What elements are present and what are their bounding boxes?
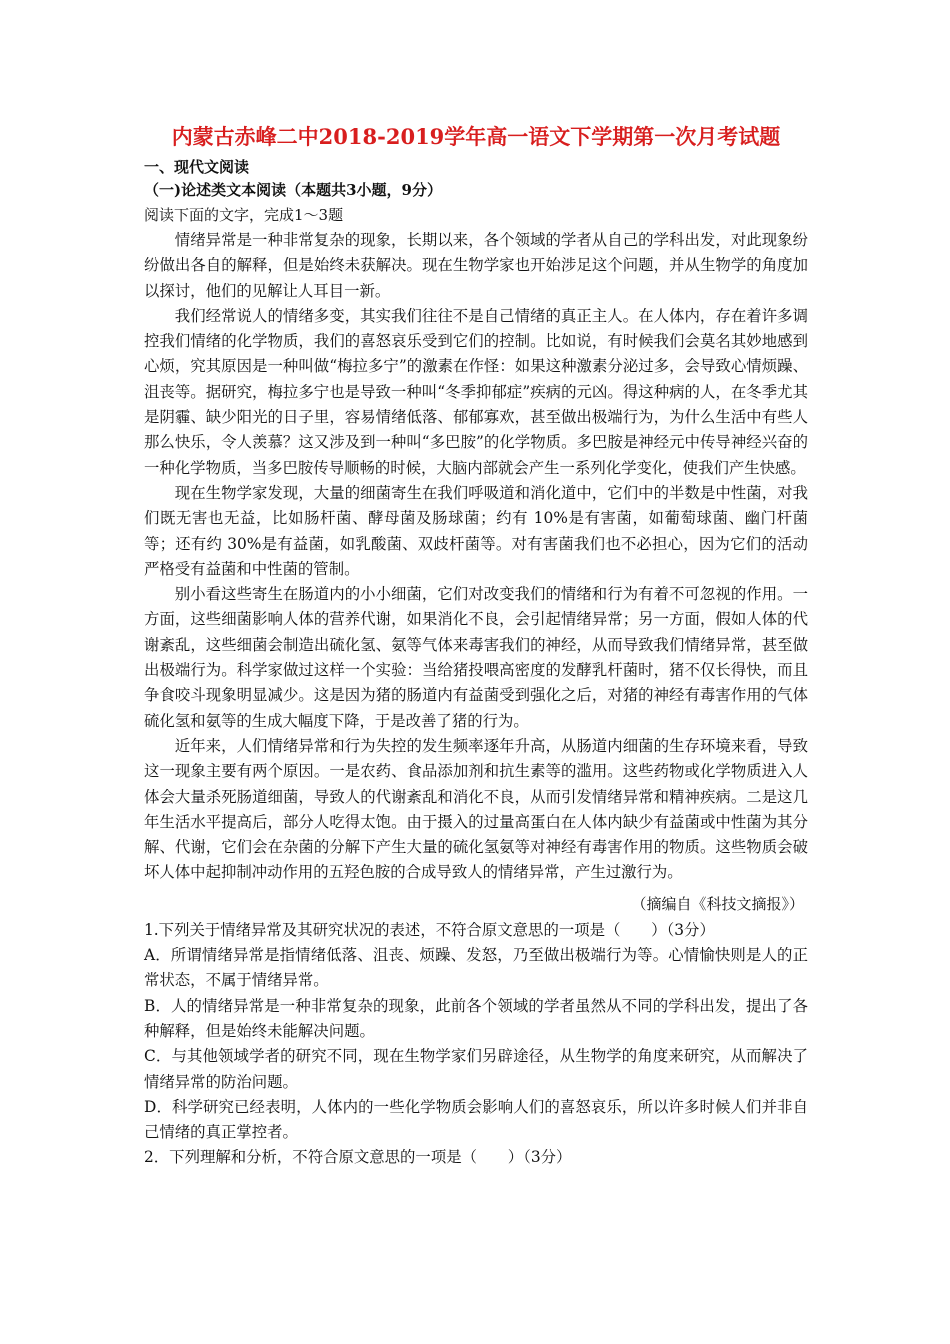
section-heading: 一、现代文阅读 <box>144 158 250 176</box>
answer-option: D．科学研究已经表明，人体内的一些化学物质会影响人们的喜怒哀乐，所以许多时候人们并非自己情绪的真正掌控者。 <box>144 1097 808 1142</box>
question-stem: 2．下列理解和分析，不符合原文意思的一项是（ ）（3分） <box>144 1148 572 1167</box>
exam-title: 内蒙古赤峰二中2018-2019学年高一语文下学期第一次月考试题 <box>171 124 781 149</box>
answer-option: A．所谓情绪异常是指情绪低落、沮丧、烦躁、发怒，乃至做出极端行为等。心情愉快则是人的正常状态，不属于情绪异常。 <box>144 946 808 990</box>
passage-paragraph: 别小看这些寄生在肠道内的小小细菌，它们对改变我们的情绪和行为有着不可忽视的作用。一方面，这些细菌影响人体的营养代谢，如果消化不良，会引起情绪异常；另一方面，假如人体的代谢紊乱，这些细菌会制造出硫化氢、氨等气体来毒害我们的神经，从而导致我们情绪异常，甚至做出极端行为。科学家做过这样一个实验：当给猪投喂高密度的发酵乳杆菌时，猪不仅长得快，而且争食咬斗现象明显减少。这是因为猪的肠道内有益菌受到强化之后，对猪的神经有毒害作用的气体硫化氢和氨等的生成大幅度下降，于是改善了猪的行为。 <box>144 585 808 730</box>
passage-paragraph: 情绪异常是一种非常复杂的现象，长期以来，各个领域的学者从自己的学科出发，对此现象纷纷做出各自的解释，但是始终未获解决。现在生物学家也开始涉足这个问题，并从生物学的角度加以探讨，他们的见解让人耳目一新。 <box>144 231 808 300</box>
passage-source: （摘编自《科技文摘报》） <box>631 894 804 913</box>
reading-instruction: 阅读下面的文字，完成1～3题 <box>144 206 344 224</box>
question-stem: 1.下列关于情绪异常及其研究状况的表述，不符合原文意思的一项是（ ）（3分） <box>144 920 715 939</box>
answer-option: C．与其他领域学者的研究不同，现在生物学家们另辟途径，从生物学的角度来研究，从而解决了情绪异常的防治问题。 <box>144 1047 808 1091</box>
passage-paragraph: 现在生物学家发现，大量的细菌寄生在我们呼吸道和消化道中，它们中的半数是中性菌，对我们既无害也无益，比如肠杆菌、酵母菌及肠球菌；约有 10%是有害菌，如葡萄球菌、幽门杆菌等；还有约 30%是有益菌，如乳酸菌、双歧杆菌等。对有害菌我们也不必担心，因为它们的活动严格受有益菌和中性菌的管制。 <box>144 483 808 578</box>
subsection-heading: （一)论述类文本阅读（本题共3小题，9分） <box>144 181 442 199</box>
exam-page <box>144 118 808 1171</box>
answer-option: B．人的情绪异常是一种非常复杂的现象，此前各个领域的学者虽然从不同的学科出发，提出了各种解释，但是始终未能解决问题。 <box>144 996 808 1040</box>
passage-paragraph: 我们经常说人的情绪多变，其实我们往往不是自己情绪的真正主人。在人体内，存在着许多调控我们情绪的化学物质，我们的喜怒哀乐受到它们的控制。比如说，有时候我们会莫名其妙地感到心烦，究其原因是一种叫做“梅拉多宁”的激素在作怪：如果这种激素分泌过多，会导致心情烦躁、沮丧等。据研究，梅拉多宁也是导致一种叫“冬季抑郁症”疾病的元凶。得这种病的人，在冬季尤其是阴霾、缺少阳光的日子里，容易情绪低落、郁郁寡欢，甚至做出极端行为，为什么生活中有些人那么快乐，令人羡慕？这又涉及到一种叫“多巴胺”的化学物质。多巴胺是神经元中传导神经兴奋的一种化学物质，当多巴胺传导顺畅的时候，大脑内部就会产生一系列化学变化，使我们产生快感。 <box>144 306 808 477</box>
passage-paragraph: 近年来，人们情绪异常和行为失控的发生频率逐年升高，从肠道内细菌的生存环境来看，导致这一现象主要有两个原因。一是农药、食品添加剂和抗生素等的滥用。这些药物或化学物质进入人体会大量杀死肠道细菌，导致人的代谢紊乱和消化不良，从而引发情绪异常和精神疾病。二是这几年生活水平提高后，部分人吃得太饱。由于摄入的过量高蛋白在人体内缺少有益菌或中性菌为其分解、代谢，它们会在杂菌的分解下产生大量的硫化氢氨等对神经有毒害作用的物质。这些物质会破坏人体中起抑制冲动作用的五羟色胺的合成导致人的情绪异常，产生过激行为。 <box>144 736 808 882</box>
